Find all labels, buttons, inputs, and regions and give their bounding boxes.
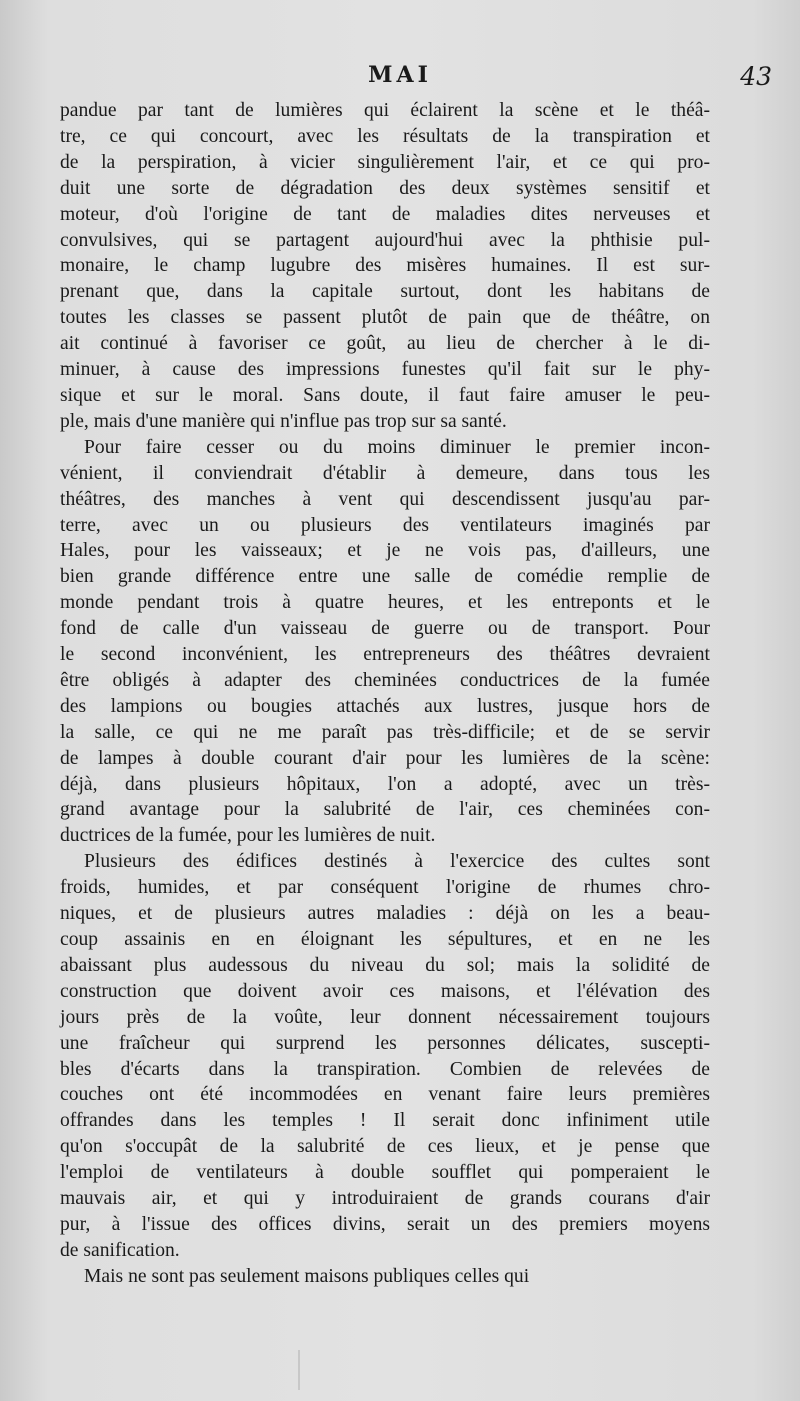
text-line: monde pendant trois à quatre heures, et les entreponts et le bbox=[60, 592, 710, 614]
text-line: ductrices de la fumée, pour les lumières de nuit. bbox=[60, 825, 436, 847]
text-line: le second inconvénient, les entrepreneurs des théâtres devraient bbox=[60, 644, 710, 666]
text-line: de lampes à double courant d'air pour les lumières de la scène: bbox=[60, 747, 710, 769]
paragraph bbox=[60, 1264, 710, 1290]
text-line: prenant que, dans la capitale surtout, dont les habitans de bbox=[60, 281, 710, 303]
text-line: être obligés à adapter des cheminées conductrices de la fumée bbox=[60, 669, 710, 691]
text-line: déjà, dans plusieurs hôpitaux, l'on a adopté, avec un très- bbox=[60, 773, 710, 795]
text-line: bles d'écarts dans la transpiration. Combien de relevées de bbox=[60, 1058, 710, 1080]
text-line: ple, mais d'une manière qui n'influe pas trop sur sa santé. bbox=[60, 410, 507, 432]
text-line: grand avantage pour la salubrité de l'air, ces cheminées con- bbox=[60, 799, 710, 821]
text-line: Plusieurs des édifices destinés à l'exercice des cultes sont bbox=[84, 851, 710, 873]
text-line: terre, avec un ou plusieurs des ventilateurs imaginés par bbox=[60, 514, 710, 536]
page-header bbox=[0, 62, 800, 98]
text-line: une fraîcheur qui surprend les personnes délicates, suscepti- bbox=[60, 1032, 710, 1054]
paragraph bbox=[60, 435, 710, 850]
running-head: MAI bbox=[368, 62, 432, 88]
text-line: convulsives, qui se partagent aujourd'hui avec la phthisie pul- bbox=[60, 229, 710, 251]
text-line: des lampions ou bougies attachés aux lustres, jusque hors de bbox=[60, 695, 710, 717]
page-number: 43 bbox=[740, 62, 772, 91]
text-line: qu'on s'occupât de la salubrité de ces lieux, et je pense que bbox=[60, 1136, 710, 1158]
text-line: offrandes dans les temples ! Il serait donc infiniment utile bbox=[60, 1110, 710, 1132]
text-line: abaissant plus audessous du niveau du sol; mais la solidité de bbox=[60, 954, 710, 976]
text-line: de sanification. bbox=[60, 1239, 180, 1261]
text-line: couches ont été incommodées en venant faire leurs premières bbox=[60, 1084, 710, 1106]
text-line: Hales, pour les vaisseaux; et je ne vois pas, d'ailleurs, une bbox=[60, 540, 710, 562]
text-line: bien grande différence entre une salle de comédie remplie de bbox=[60, 566, 710, 588]
text-line: construction que doivent avoir ces maisons, et l'élévation des bbox=[60, 980, 710, 1002]
text-line: sique et sur le moral. Sans doute, il faut faire amuser le peu- bbox=[60, 384, 710, 406]
text-line: Mais ne sont pas seulement maisons publiques celles qui bbox=[84, 1265, 530, 1287]
text-line: jours près de la voûte, leur donnent nécessairement toujours bbox=[60, 1006, 710, 1028]
paragraph bbox=[60, 849, 710, 1264]
paper-blemish bbox=[298, 1350, 300, 1390]
text-line: minuer, à cause des impressions funestes qu'il fait sur le phy- bbox=[60, 359, 710, 381]
text-line: froids, humides, et par conséquent l'origine de rhumes chro- bbox=[60, 877, 710, 899]
text-line: niques, et de plusieurs autres maladies : déjà on les a beau- bbox=[60, 903, 710, 925]
text-line: pur, à l'issue des offices divins, serait un des premiers moyens bbox=[60, 1213, 710, 1235]
text-line: vénient, il conviendrait d'établir à demeure, dans tous les bbox=[60, 462, 710, 484]
text-line: duit une sorte de dégradation des deux systèmes sensitif et bbox=[60, 177, 710, 199]
text-line: Pour faire cesser ou du moins diminuer le premier incon- bbox=[84, 436, 710, 458]
text-line: théâtres, des manches à vent qui descendissent jusqu'au par- bbox=[60, 488, 710, 510]
text-line: toutes les classes se passent plutôt de pain que de théâtre, on bbox=[60, 307, 710, 329]
text-line: pandue par tant de lumières qui éclairent la scène et le théâ- bbox=[60, 100, 710, 121]
text-line: monaire, le champ lugubre des misères humaines. Il est sur- bbox=[60, 255, 710, 277]
text-line: coup assainis en en éloignant les sépultures, et en ne les bbox=[60, 929, 710, 950]
text-line: tre, ce qui concourt, avec les résultats de la transpiration et bbox=[60, 125, 710, 147]
text-line: mauvais air, et qui y introduiraient de grands courans d'air bbox=[60, 1188, 710, 1210]
body-text bbox=[60, 98, 710, 1290]
text-line: de la perspiration, à vicier singulièrement l'air, et ce qui pro- bbox=[60, 151, 710, 173]
text-line: l'emploi de ventilateurs à double soufflet qui pomperaient le bbox=[60, 1162, 710, 1184]
text-line: la salle, ce qui ne me paraît pas très-difficile; et de se servir bbox=[60, 721, 710, 743]
text-line: fond de calle d'un vaisseau de guerre ou de transport. Pour bbox=[60, 618, 710, 640]
text-line: moteur, d'où l'origine de tant de maladies dites nerveuses et bbox=[60, 203, 710, 225]
text-line: ait continué à favoriser ce goût, au lieu de chercher à le di- bbox=[60, 333, 710, 355]
paragraph bbox=[60, 98, 710, 435]
